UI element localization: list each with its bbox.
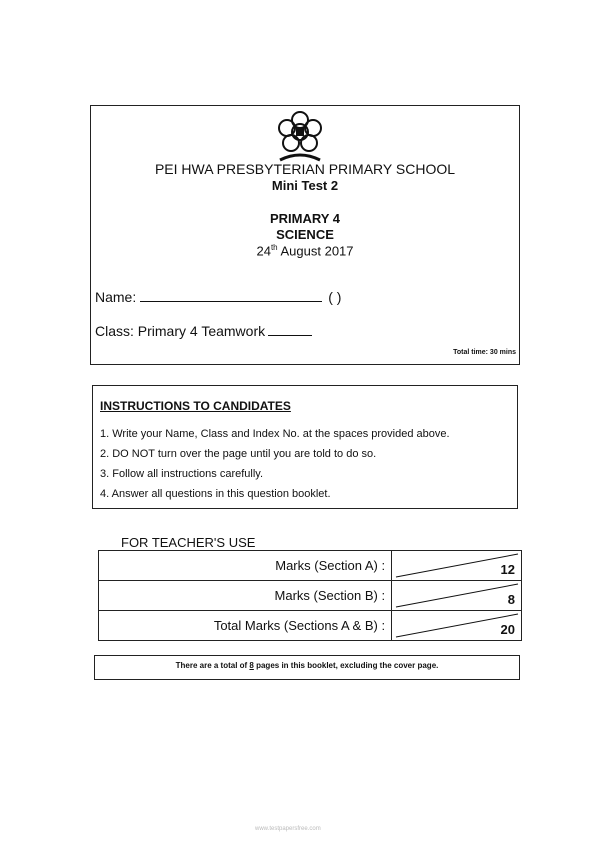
school-logo-icon [275, 110, 325, 165]
name-field-row [95, 289, 341, 305]
instruction-item: 3. Follow all instructions carefully. [100, 468, 264, 480]
marks-value: 8 [507, 592, 515, 607]
marks-label: Marks (Section B) : [99, 581, 392, 611]
diagonal-line-icon [392, 581, 522, 610]
marks-label: Marks (Section A) : [99, 551, 392, 581]
school-name: PEI HWA PRESBYTERIAN PRIMARY SCHOOL [154, 161, 456, 177]
index-number-blank[interactable]: ( ) [328, 289, 342, 305]
name-label: Name: [95, 289, 137, 305]
marks-value: 20 [500, 622, 515, 637]
table-row [99, 551, 522, 581]
instruction-item: 4. Answer all questions in this question booklet. [100, 488, 331, 500]
class-label: Class: Primary 4 Teamwork [95, 323, 266, 339]
test-date: 24th August 2017 [256, 243, 354, 259]
subject-label: SCIENCE [276, 227, 334, 242]
marks-cell [392, 581, 522, 611]
instructions-title: INSTRUCTIONS TO CANDIDATES [100, 399, 291, 413]
table-row [99, 611, 522, 641]
instructions-list [100, 427, 450, 507]
marks-value: 12 [500, 562, 515, 577]
total-time: Total time: 30 mins [453, 349, 516, 356]
test-name: Mini Test 2 [271, 178, 339, 193]
class-blank[interactable] [268, 323, 312, 336]
class-field-row [95, 323, 312, 339]
level-label: PRIMARY 4 [269, 211, 341, 226]
instruction-item: 2. DO NOT turn over the page until you are told to do so. [100, 448, 377, 460]
teacher-use-title: FOR TEACHER'S USE [121, 535, 256, 550]
marks-cell [392, 551, 522, 581]
marks-cell [392, 611, 522, 641]
marks-label: Total Marks (Sections A & B) : [99, 611, 392, 641]
marks-table [98, 550, 522, 641]
instruction-item: 1. Write your Name, Class and Index No. at the spaces provided above. [100, 428, 450, 440]
table-row [99, 581, 522, 611]
name-blank[interactable] [140, 289, 322, 302]
watermark: www.testpapersfree.com [255, 826, 321, 832]
page-count-note: There are a total of 8 pages in this booklet, excluding the cover page. [175, 661, 439, 670]
